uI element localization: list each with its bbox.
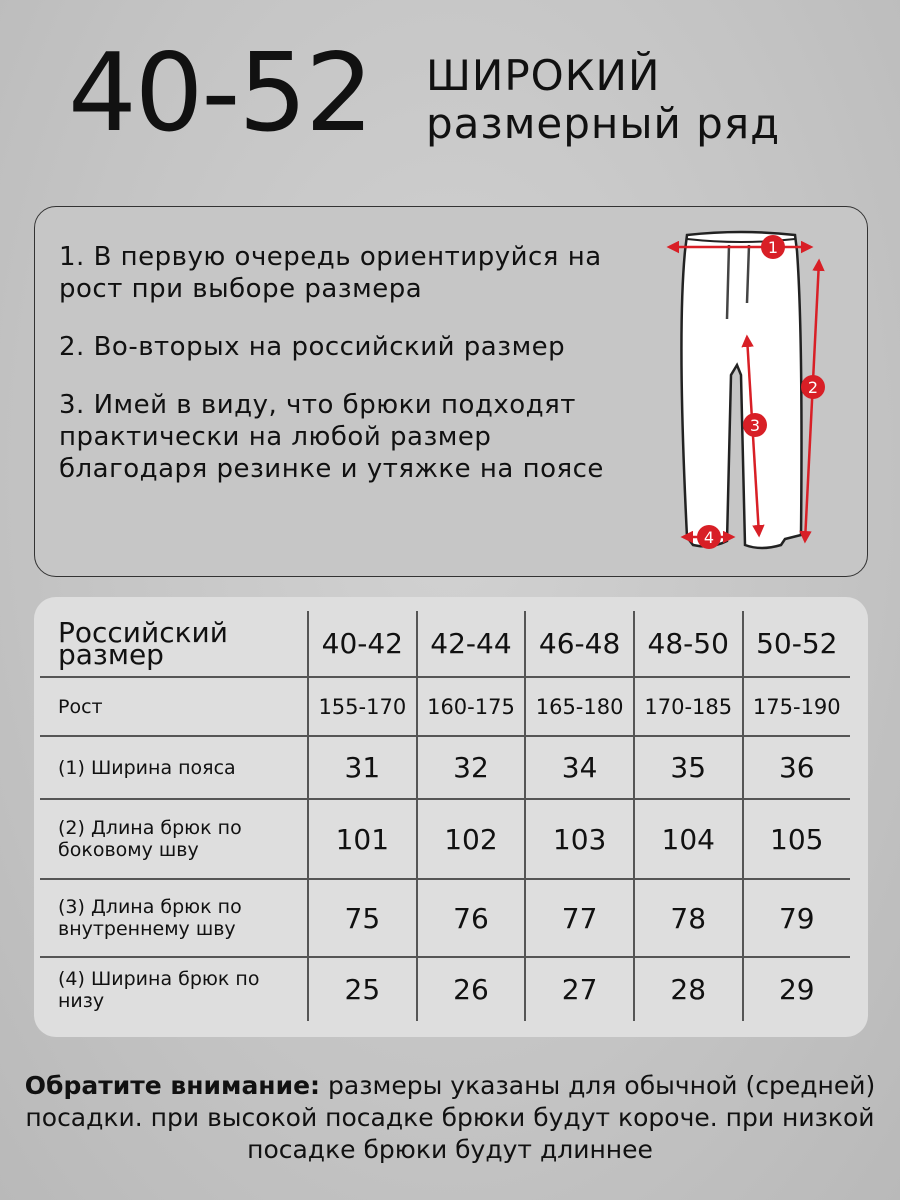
table-header-row xyxy=(40,611,850,677)
table-row xyxy=(40,957,850,1021)
subtitle-line2: размерный ряд xyxy=(426,99,781,148)
pants-diagram-icon xyxy=(651,215,871,565)
cell: 32 xyxy=(417,736,526,799)
header-size: 40-42 xyxy=(308,611,417,677)
cell: 36 xyxy=(743,736,850,799)
cell: 105 xyxy=(743,799,850,879)
tips-list xyxy=(59,241,619,511)
cell: 160-175 xyxy=(417,677,526,736)
tip-3: 3. Имей в виду, что брюки подходят практически на любой размер благодаря резинке и утяжке на поясе xyxy=(59,390,604,484)
cell: 170-185 xyxy=(634,677,743,736)
cell: 101 xyxy=(308,799,417,879)
header-size: 48-50 xyxy=(634,611,743,677)
note-text: размеры указаны для обычной (средней) посадки. при высокой посадке брюки будут короче. при низкой посадке брюки будут длиннее xyxy=(25,1071,876,1164)
marker-3: 3 xyxy=(749,416,761,435)
header-size: 50-52 xyxy=(743,611,850,677)
row-label: (1) Ширина пояса xyxy=(40,736,308,799)
header-size: 42-44 xyxy=(417,611,526,677)
cell: 27 xyxy=(525,957,634,1021)
row-label: (4) Ширина брюк по низу xyxy=(40,957,308,1021)
note-bold: Обратите внимание: xyxy=(24,1071,321,1100)
cell: 31 xyxy=(308,736,417,799)
table-row xyxy=(40,736,850,799)
cell: 175-190 xyxy=(743,677,850,736)
marker-4: 4 xyxy=(703,528,715,547)
cell: 165-180 xyxy=(525,677,634,736)
subtitle-line1: ШИРОКИЙ xyxy=(426,51,661,100)
cell: 29 xyxy=(743,957,850,1021)
marker-1: 1 xyxy=(767,238,779,257)
cell: 35 xyxy=(634,736,743,799)
cell: 78 xyxy=(634,879,743,957)
cell: 77 xyxy=(525,879,634,957)
tip-2: 2. Во-вторых на российский размер xyxy=(59,332,566,362)
size-table xyxy=(40,611,850,1021)
cell: 79 xyxy=(743,879,850,957)
subtitle xyxy=(426,52,780,148)
cell: 28 xyxy=(634,957,743,1021)
cell: 103 xyxy=(525,799,634,879)
row-label: (2) Длина брюк по боковому шву xyxy=(40,799,308,879)
table-row xyxy=(40,879,850,957)
tips-panel xyxy=(34,206,868,577)
row-label: (3) Длина брюк по внутреннему шву xyxy=(40,879,308,957)
cell: 104 xyxy=(634,799,743,879)
table-row xyxy=(40,799,850,879)
marker-2: 2 xyxy=(807,378,819,397)
cell: 102 xyxy=(417,799,526,879)
size-table-panel xyxy=(34,597,868,1037)
header-size: 46-48 xyxy=(525,611,634,677)
row-label: Рост xyxy=(40,677,308,736)
cell: 155-170 xyxy=(308,677,417,736)
cell: 25 xyxy=(308,957,417,1021)
cell: 76 xyxy=(417,879,526,957)
size-range-title: 40-52 xyxy=(68,31,372,156)
cell: 26 xyxy=(417,957,526,1021)
cell: 34 xyxy=(525,736,634,799)
cell: 75 xyxy=(308,879,417,957)
table-row xyxy=(40,677,850,736)
note xyxy=(0,1070,900,1166)
header-label: Российский размер xyxy=(40,611,308,677)
tip-1: 1. В первую очередь ориентируйся на рост при выборе размера xyxy=(59,242,602,304)
